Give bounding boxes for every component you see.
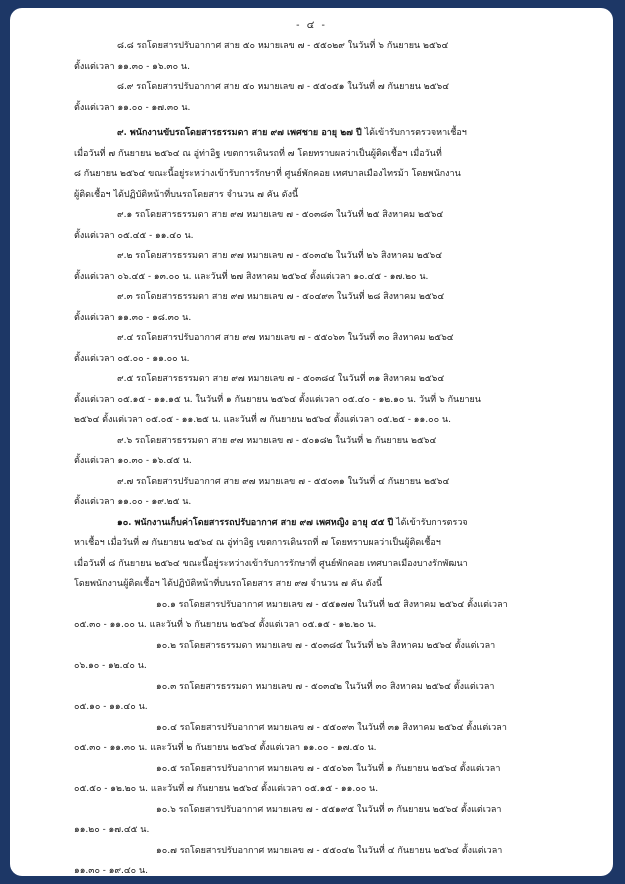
text-line bbox=[74, 349, 561, 370]
text-line bbox=[74, 246, 561, 267]
text-line bbox=[74, 431, 561, 452]
line-text: เมื่อวันที่ ๘ กันยายน ๒๕๖๔ ขณะนี้อยู่ระหว่างเข้ารับการรักษาที่ ศูนย์พักคอย เทศบาลเมืองบางรักพัฒนา bbox=[74, 558, 468, 569]
text-line bbox=[74, 738, 561, 759]
text-line bbox=[74, 328, 561, 349]
line-text: ตั้งแต่เวลา ๑๑.๐๐ - ๑๙.๒๕ น. bbox=[74, 497, 192, 507]
text-line bbox=[74, 205, 561, 226]
document-body bbox=[74, 36, 561, 876]
line-text: ผู้ติดเชื้อฯ ได้ปฏิบัติหน้าที่บนรถโดยสาร จำนวน ๗ คัน ดังนี้ bbox=[74, 189, 299, 200]
line-text: ๙.๓ รถโดยสารธรรมดา สาย ๙๗ หมายเลข ๗ - ๕๐๔๙๓ ในวันที่ ๒๘ สิงหาคม ๒๕๖๔ bbox=[117, 292, 445, 302]
text-line bbox=[74, 185, 561, 206]
line-text: ๘ กันยายน ๒๕๖๔ ขณะนี้อยู่ระหว่างเข้ารับการรักษาที่ ศูนย์พักคอย เทศบาลเมืองไทรม้า โดยพนักงาน bbox=[74, 169, 461, 179]
text-line bbox=[74, 697, 561, 718]
text-line bbox=[74, 718, 561, 739]
line-text: ตั้งแต่เวลา ๑๑.๓๐ - ๑๖.๓๐ น. bbox=[74, 61, 190, 72]
line-text: ตั้งแต่เวลา ๑๑.๐๐ - ๑๗.๓๐ น. bbox=[74, 102, 191, 113]
line-text: ๑๑.๓๐ - ๑๙.๔๐ น. bbox=[74, 866, 149, 876]
text-line bbox=[74, 595, 561, 616]
text-line bbox=[74, 656, 561, 677]
line-text: ๑๑.๒๐ - ๑๗.๔๕ น. bbox=[74, 825, 150, 835]
text-line bbox=[74, 57, 561, 78]
line-text: ๘.๘ รถโดยสารปรับอากาศ สาย ๕๐ หมายเลข ๗ - ๕๕๐๒๙ ในวันที่ ๖ กันยายน ๒๕๖๔ bbox=[117, 41, 449, 51]
line-text: ๐๕.๕๐ - ๑๒.๒๐ น. และวันที่ ๗ กันยายน ๒๕๖๔ ตั้งแต่เวลา ๐๕.๑๕ - ๑๑.๐๐ น. bbox=[74, 784, 379, 794]
line-text: ๑๐.๑ รถโดยสารปรับอากาศ หมายเลข ๗ - ๕๕๑๗๗ ในวันที่ ๒๕ สิงหาคม ๒๕๖๔ ตั้งแต่เวลา bbox=[156, 599, 508, 610]
text-line bbox=[74, 308, 561, 329]
text-line bbox=[74, 451, 561, 472]
text-line bbox=[74, 144, 561, 165]
text-line bbox=[74, 369, 561, 390]
text-line bbox=[74, 77, 561, 98]
text-line bbox=[74, 226, 561, 247]
text-line bbox=[74, 554, 561, 575]
line-text: ๐๕.๓๐ - ๑๑.๓๐ น. และวันที่ ๒ กันยายน ๒๕๖๔ ตั้งแต่เวลา ๑๑.๐๐ - ๑๗.๕๐ น. bbox=[74, 743, 377, 753]
line-text: ตั้งแต่เวลา ๐๕.๑๕ - ๑๑.๑๕ น. ในวันที่ ๑ กันยายน ๒๕๖๔ ตั้งแต่เวลา ๐๕.๔๐ - ๑๒.๑๐ น. วันที่ ๖ กันยายน bbox=[74, 394, 481, 405]
text-line bbox=[74, 472, 561, 493]
text-line bbox=[74, 841, 561, 862]
section-heading: ๙. พนักงานขับรถโดยสารธรรมดา สาย ๙๗ เพศชาย อายุ ๒๗ ปี bbox=[117, 128, 362, 138]
line-text: หาเชื้อฯ เมื่อวันที่ ๗ กันยายน ๒๕๖๔ ณ อู่ท่าอิฐ เขตการเดินรถที่ ๗ โดยทราบผลว่าเป็นผู้ติดเชื้อฯ bbox=[74, 538, 441, 548]
line-text: ๙.๗ รถโดยสารปรับอากาศ สาย ๙๗ หมายเลข ๗ - ๕๕๐๓๑ ในวันที่ ๔ กันยายน ๒๕๖๔ bbox=[117, 476, 450, 487]
line-text: ๐๖.๑๐ - ๑๒.๔๐ น. bbox=[74, 661, 147, 671]
line-text: ๙.๖ รถโดยสารธรรมดา สาย ๙๗ หมายเลข ๗ - ๕๐๑๘๒ ในวันที่ ๒ กันยายน ๒๕๖๔ bbox=[117, 435, 437, 446]
text-line bbox=[74, 820, 561, 841]
text-line bbox=[74, 98, 561, 119]
text-line bbox=[74, 36, 561, 57]
text-line bbox=[74, 267, 561, 288]
line-text: เมื่อวันที่ ๗ กันยายน ๒๕๖๔ ณ อู่ท่าอิฐ เขตการเดินรถที่ ๗ โดยทราบผลว่าเป็นผู้ติดเชื้อฯ เมื่อวันที่ bbox=[74, 148, 442, 159]
text-line bbox=[74, 390, 561, 411]
line-text: ตั้งแต่เวลา ๑๑.๓๐ - ๑๘.๓๐ น. bbox=[74, 312, 192, 323]
text-line bbox=[74, 759, 561, 780]
line-text: ๒๕๖๔ ตั้งแต่เวลา ๐๕.๐๕ - ๑๑.๒๕ น. และวันที่ ๗ กันยายน ๒๕๖๔ ตั้งแต่เวลา ๐๕.๒๕ - ๑๑.๐๐ น. bbox=[74, 415, 451, 425]
text-line bbox=[74, 533, 561, 554]
line-text: ๘.๙ รถโดยสารปรับอากาศ สาย ๕๐ หมายเลข ๗ - ๕๕๐๕๑ ในวันที่ ๗ กันยายน ๒๕๖๔ bbox=[117, 82, 450, 92]
text-line bbox=[74, 492, 561, 513]
line-text: ๑๐.๓ รถโดยสารธรรมดา หมายเลข ๗ - ๕๐๓๔๒ ในวันที่ ๓๐ สิงหาคม ๒๕๖๔ ตั้งแต่เวลา bbox=[156, 681, 495, 692]
line-text: ๑๐.๗ รถโดยสารปรับอากาศ หมายเลข ๗ - ๕๕๐๔๒ ในวันที่ ๔ กันยายน ๒๕๖๔ ตั้งแต่เวลา bbox=[156, 845, 503, 856]
line-text: ได้เข้ารับการตรวจ bbox=[393, 517, 468, 528]
section-heading-line bbox=[74, 123, 561, 144]
line-text: ๙.๔ รถโดยสารปรับอากาศ สาย ๙๗ หมายเลข ๗ - ๕๕๐๖๓ ในวันที่ ๓๐ สิงหาคม ๒๕๖๔ bbox=[117, 333, 454, 343]
text-line bbox=[74, 410, 561, 431]
line-text: ๑๐.๖ รถโดยสารปรับอากาศ หมายเลข ๗ - ๕๕๑๙๕ ในวันที่ ๓ กันยายน ๒๕๖๔ ตั้งแต่เวลา bbox=[156, 804, 502, 815]
section-heading-line bbox=[74, 513, 561, 534]
text-line bbox=[74, 615, 561, 636]
line-text: ๙.๕ รถโดยสารธรรมดา สาย ๙๗ หมายเลข ๗ - ๕๐๓๘๔ ในวันที่ ๓๑ สิงหาคม ๒๕๖๔ bbox=[117, 374, 445, 384]
line-text: ตั้งแต่เวลา ๐๕.๐๐ - ๑๑.๐๐ น. bbox=[74, 353, 190, 364]
text-line bbox=[74, 677, 561, 698]
line-text: ตั้งแต่เวลา ๐๕.๔๕ - ๑๑.๔๐ น. bbox=[74, 230, 194, 241]
text-line bbox=[74, 779, 561, 800]
line-text: ๑๐.๔ รถโดยสารปรับอากาศ หมายเลข ๗ - ๕๕๐๙๓ ในวันที่ ๓๑ สิงหาคม ๒๕๖๔ ตั้งแต่เวลา bbox=[156, 722, 507, 733]
line-text: โดยพนักงานผู้ติดเชื้อฯ ได้ปฏิบัติหน้าที่บนรถโดยสาร สาย ๙๗ จำนวน ๗ คัน ดังนี้ bbox=[74, 579, 383, 589]
line-text: ๑๐.๒ รถโดยสารธรรมดา หมายเลข ๗ - ๕๐๓๘๕ ในวันที่ ๒๖ สิงหาคม ๒๕๖๔ ตั้งแต่เวลา bbox=[156, 640, 496, 651]
line-text: ๙.๒ รถโดยสารธรรมดา สาย ๙๗ หมายเลข ๗ - ๕๐๓๔๒ ในวันที่ ๒๖ สิงหาคม ๒๕๖๔ bbox=[117, 251, 443, 261]
page-number: - ๔ - bbox=[296, 20, 327, 31]
text-line bbox=[74, 636, 561, 657]
line-text: ๙.๑ รถโดยสารธรรมดา สาย ๙๗ หมายเลข ๗ - ๕๐๓๘๓ ในวันที่ ๒๕ สิงหาคม ๒๕๖๔ bbox=[117, 210, 444, 220]
document-page bbox=[10, 8, 613, 876]
line-text: ๑๐.๕ รถโดยสารปรับอากาศ หมายเลข ๗ - ๕๕๐๖๓ ในวันที่ ๑ กันยายน ๒๕๖๔ ตั้งแต่เวลา bbox=[156, 763, 501, 774]
line-text: ตั้งแต่เวลา ๑๐.๓๐ - ๑๖.๔๕ น. bbox=[74, 456, 192, 466]
line-text: ๐๕.๑๐ - ๑๑.๔๐ น. bbox=[74, 702, 148, 712]
line-text: ๐๕.๓๐ - ๑๑.๐๐ น. และวันที่ ๖ กันยายน ๒๕๖๔ ตั้งแต่เวลา ๐๕.๑๕ - ๑๒.๒๐ น. bbox=[74, 620, 377, 630]
text-line bbox=[74, 800, 561, 821]
text-line bbox=[74, 164, 561, 185]
text-line bbox=[74, 287, 561, 308]
section-heading: ๑๐. พนักงานเก็บค่าโดยสารรถปรับอากาศ สาย ๙๗ เพศหญิง อายุ ๕๕ ปี bbox=[117, 517, 394, 528]
line-text: ตั้งแต่เวลา ๐๖.๔๕ - ๑๓.๐๐ น. และวันที่ ๒๗ สิงหาคม ๒๕๖๔ ตั้งแต่เวลา ๑๐.๔๕ - ๑๗.๒๐ น. bbox=[74, 271, 429, 282]
text-line bbox=[74, 861, 561, 876]
line-text: ได้เข้ารับการตรวจหาเชื้อฯ bbox=[361, 128, 467, 138]
text-line bbox=[74, 574, 561, 595]
